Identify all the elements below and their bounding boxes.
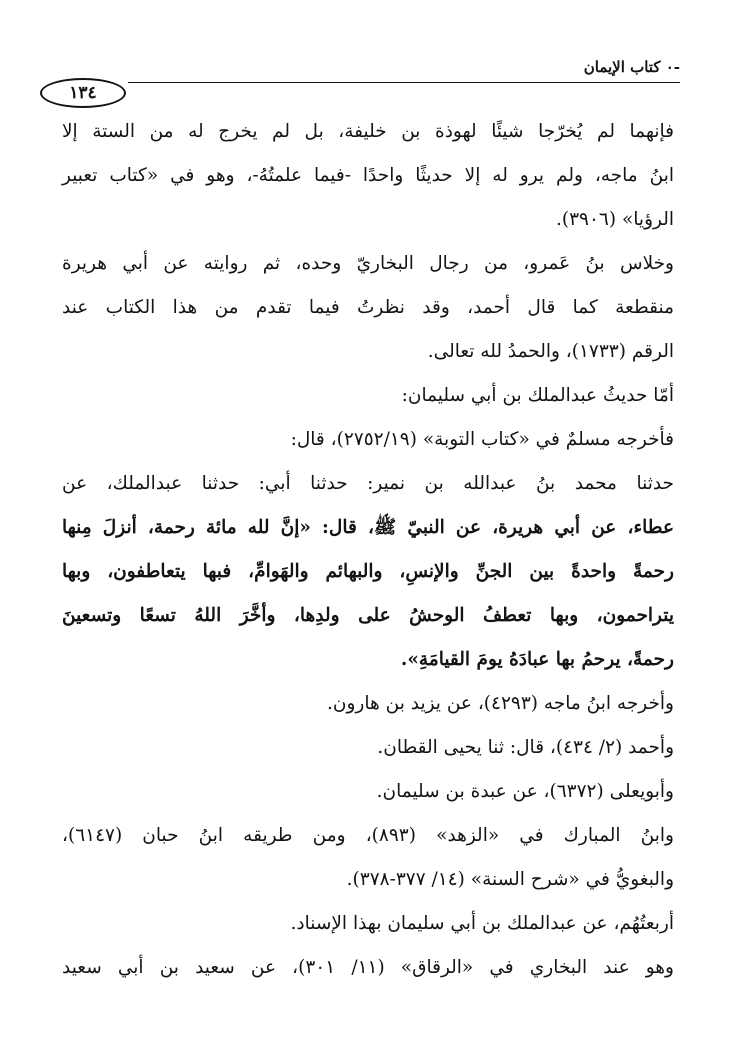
text-line: ابنُ ماجه، ولم يرو له إلا حديثًا واحدًا -فيما علمتُهُ-، وهو في «كتاب تعبير: [62, 165, 674, 186]
text-line: فأخرجه مسلمٌ في «كتاب التوبة» (٢٧٥٢/١٩)، قال:: [290, 429, 674, 450]
text-line: وأحمد (٢/ ٤٣٤)، قال: ثنا يحيى القطان.: [377, 737, 674, 758]
header-rule: [128, 82, 680, 83]
text-line: وابنُ المبارك في «الزهد» (٨٩٣)، ومن طريقه ابنُ حبان (٦١٤٧)،: [62, 825, 674, 846]
text-line: وخلاس بنُ عَمرو، من رجال البخاريّ وحده، ثم روايته عن أبي هريرة: [62, 253, 674, 274]
text-line: يتراحمون، وبها تعطفُ الوحشُ على ولدِها، وأخَّرَ اللهُ تسعًا وتسعينَ: [62, 605, 674, 626]
text-line: الرقم (١٧٣٣)، والحمدُ لله تعالى.: [427, 341, 674, 362]
text-line: رحمةً، يرحمُ بها عبادَهُ يومَ القيامَةِ».: [400, 649, 674, 670]
text-line: وهو عند البخاري في «الرقاق» (١١/ ٣٠١)، عن سعيد بن أبي سعيد: [62, 957, 674, 978]
text-line: أمّا حديثُ عبدالملك بن أبي سليمان:: [401, 385, 674, 406]
page-header: [40, 58, 680, 103]
page-body-text: [62, 110, 674, 990]
text-line: وأخرجه ابنُ ماجه (٤٢٩٣)، عن يزيد بن هارون.: [327, 693, 674, 714]
text-line: عطاء، عن أبي هريرة، عن النبيّ ﷺ، قال: «إنَّ لله مائة رحمة، أنزلَ مِنها: [62, 517, 674, 538]
text-line: أربعتُهُم، عن عبدالملك بن أبي سليمان بهذا الإسناد.: [290, 913, 674, 934]
page-number: ١٣٤: [40, 78, 126, 108]
text-line: وأبويعلى (٦٣٧٢)، عن عبدة بن سليمان.: [376, 781, 674, 802]
text-line: منقطعة كما قال أحمد، وقد نظرتُ فيما تقدم من هذا الكتاب عند: [62, 297, 674, 318]
text-line: والبغويُّ في «شرح السنة» (١٤/ ٣٧٧-٣٧٨).: [346, 869, 674, 890]
text-line: الرؤيا» (٣٩٠٦).: [556, 209, 674, 230]
text-line: فإنهما لم يُخرّجا شيئًا لهوذة بن خليفة، بل لم يخرج له من الستة إلا: [62, 121, 674, 142]
text-line: رحمةً واحدةً بين الجنِّ والإنسِ، والبهائم والهَوامِّ، فبها يتعاطفون، وبها: [62, 561, 674, 582]
text-line: حدثنا محمد بنُ عبدالله بن نمير: حدثنا أبي: حدثنا عبدالملك، عن: [62, 473, 674, 494]
book-title: -٠ كتاب الإيمان: [583, 58, 680, 76]
